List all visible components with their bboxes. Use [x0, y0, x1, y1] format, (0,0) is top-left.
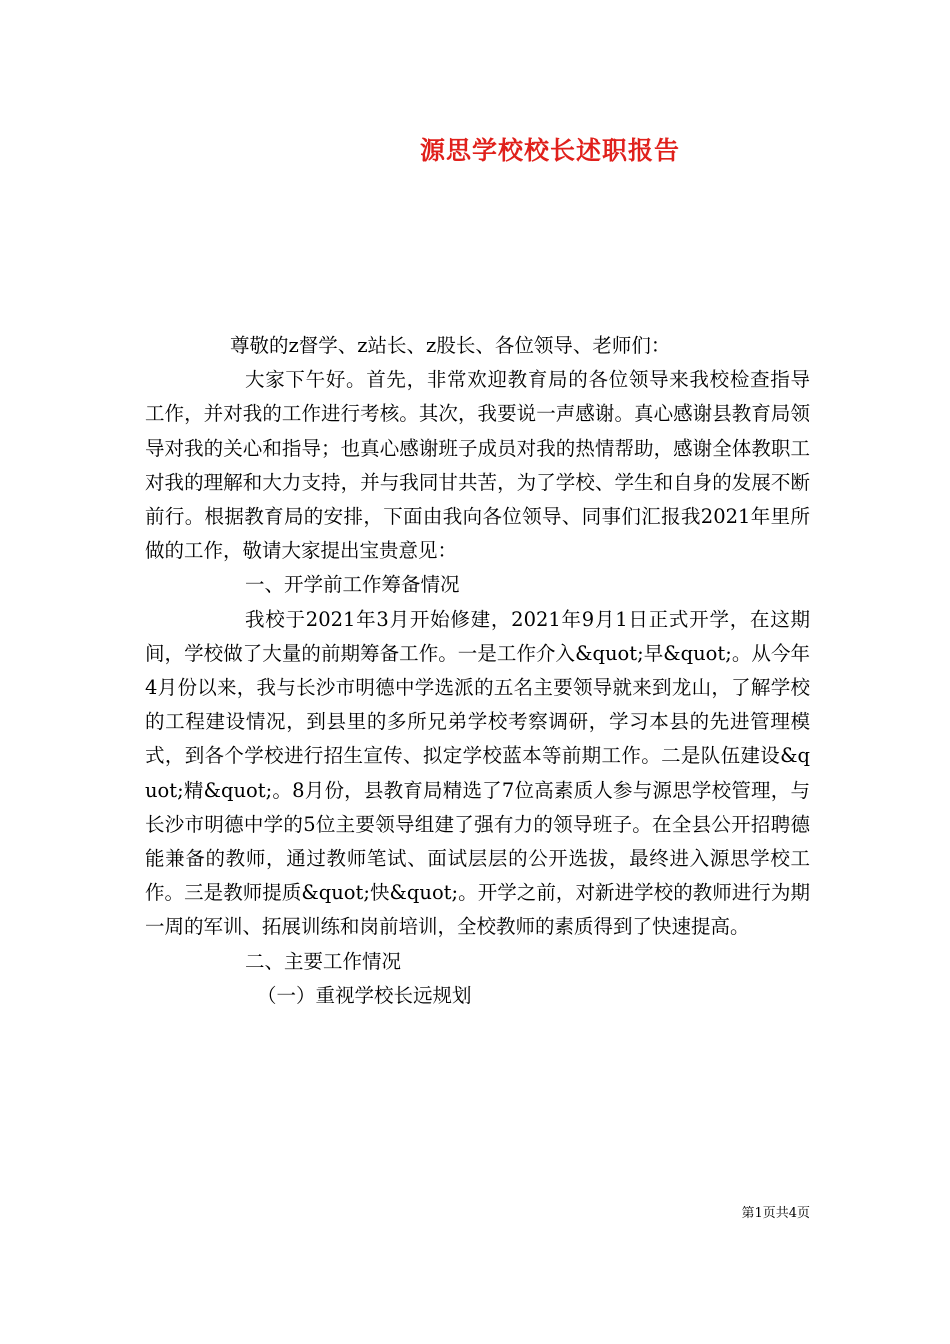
greeting: 尊敬的z督学、z站长、z股长、各位领导、老师们： [230, 334, 671, 357]
document-body [145, 329, 810, 1013]
section-heading-2: 二、主要工作情况 [245, 949, 402, 973]
subsection-heading-1: （一）重视学校长远规划 [257, 983, 472, 1007]
paragraph-intro: 大家下午好。首先，非常欢迎教育局的各位领导来我校检查指导工作，并对我的工作进行考核。其次，我要说一声感谢。真心感谢县教育局领导对我的关心和指导；也真心感谢班子成员对我的热情帮助，感谢全体教职工对我的理解和大力支持，并与我同甘共苦，为了学校、学生和自身的发展不断前行。根据教育局的安排，下面由我向各位领导、同事们汇报我2021年里所做的工作，敬请大家提出宝贵意见： [145, 368, 810, 563]
section-heading-1: 一、开学前工作筹备情况 [245, 573, 460, 597]
paragraph-preparation: 我校于2021年3月开始修建，2021年9月1日正式开学，在这期间，学校做了大量的前期筹备工作。一是工作介入&quot;早&quot;。从今年4月份以来，我与长沙市明德中学选派的五名主要领导就来到龙山，了解学校的工程建设情况，到县里的多所兄弟学校考察调研，学习本县的先进管理模式，到各个学校进行招生宣传、拟定学校蓝本等前期工作。二是队伍建设&quot;精&quot;。8月份，县教育局精选了7位高素质人参与源思学校管理，与长沙市明德中学的5位主要领导组建了强有力的领导班子。在全县公开招聘德能兼备的教师，通过教师笔试、面试层层的公开选拔，最终进入源思学校工作。三是教师提质&quot;快&quot;。开学之前，对新进学校的教师进行为期一周的军训、拓展训练和岗前培训，全校教师的素质得到了快速提高。 [145, 607, 810, 939]
page-number-footer: 第1页共4页 [741, 1206, 810, 1221]
document-title: 源思学校校长述职报告 [419, 136, 680, 165]
